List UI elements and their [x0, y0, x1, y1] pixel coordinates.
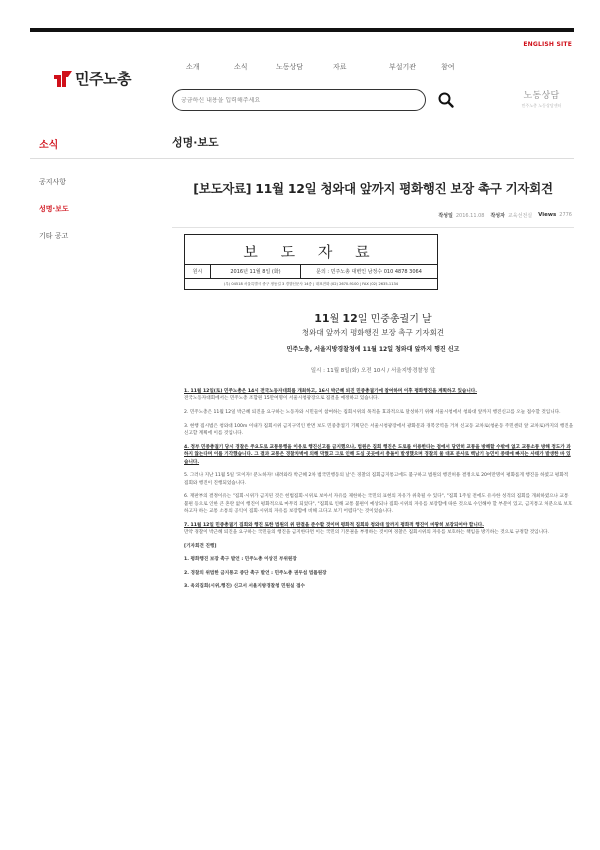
program-item-3: 3. 옥외집회(시위,행진) 신고서 서울지방경찰청 민원실 접수 [184, 583, 305, 589]
meta-divider [172, 227, 574, 228]
press-release-heading: 보 도 자 료 [185, 235, 437, 265]
address-info: (우) 04518 서울특별시 중구 정동길 3 경향신문사 14층 | 대표전화 (02) 2670-9100 | FAX (02) 2635-1134 [223, 282, 399, 286]
nav-item-news[interactable]: 소식 [234, 63, 248, 71]
main-nav [186, 62, 471, 72]
paragraph-2: 2. 민주노총은 11월 12일 박근혜 퇴진을 요구하는 노동자와 시민들이 참여하는 집회시위의 목적을 효과적으로 달성하기 위해 서울시청에서 청와대 앞까지 행진신고를 오늘 접수할 것입니다. [184, 410, 561, 416]
consult-sub: 민주노총 노동상담센터 [521, 103, 562, 108]
program-title: [기자회견 진행] [184, 543, 217, 549]
sent-date: 2016년 11월 8일 (화) [211, 265, 301, 278]
logo[interactable] [54, 68, 131, 89]
sent-label: 원시 [185, 265, 211, 278]
nav-item-affiliates[interactable]: 부설기관 [389, 63, 417, 71]
sidebar-item-other[interactable]: 기타 공고 [39, 232, 69, 240]
headline-subtitle: 민주노총, 서울지방경찰청에 11월 12일 청와대 앞까지 행진 신고 [286, 346, 460, 353]
press-release-box [184, 234, 438, 290]
post-views: Views 2776 [538, 212, 572, 218]
paragraph-5: 5. 그러나 지난 11월 5일 '모이자! 분노하자! 내려와라 박근혜 2차 범국민행동의 날'은 경찰의 집회금지통고에도 불구하고 법원의 행진허용 결정으로 20여만명이 평화롭게 행진을 하였고 평화적 집회와 행진이 진행되었습니다. [184, 473, 569, 486]
nav-item-counsel[interactable]: 노동상담 [276, 63, 304, 71]
logo-text: 민주노총 [75, 70, 131, 88]
headline-when: 일시 : 11월 8일(화) 오전 10시 / 서울지방경찰청 앞 [310, 368, 436, 374]
paragraph-3: 3. 현행 집시법은 청와대 100m 이내가 집회시위 금지구역인 반면 보도 민중총궐기 기획단은 서울시청광장에서 광화문과 경복궁역을 거쳐 신교동 교차로(청운동 주민센터 앞 교차로)까지의 행진을 신고할 계획에 이를 것입니다. [184, 423, 574, 437]
logo-mark-icon [54, 71, 72, 87]
post-date: 작성일 2016.11.08 [438, 213, 485, 219]
consult-label: 노동상담 [523, 91, 560, 101]
sidebar-menu [39, 177, 69, 258]
sidebar-item-notice[interactable]: 공지사항 [39, 178, 67, 186]
post-meta [438, 212, 572, 219]
article-body [184, 388, 574, 596]
search-input[interactable] [181, 97, 411, 104]
post-writer: 작성자 교육선전실 [490, 213, 533, 219]
paragraph-4: 4. 정부 민중총궐기 당시 경찰은 주요도로 교통통행을 이유로 행진신고를 금지했으나, 법원은 집회 행진은 도로를 이용한다는 점에서 당연히 교통을 방해할 수밖에 없고 교통소통 방해 정도가 과하지 않는다며 이를 기각했습니다. 그 결과 교통은 경찰차벽에 의해 막혔고 그로 인해 도심 곳곳에서 충돌이 발생했으며 경찰의 물 대포 분사로 백남기 농민이 중태에 빠지는 사태가 발생한 바 있습니다. [184, 444, 571, 465]
program-item-2: 2. 경찰의 위법한 금지통고 중단 촉구 발언 : 민주노총 권두섭 법률원장 [184, 570, 327, 576]
contact-info: 문의 : 민주노총 대변인 남정수 010 4878 3064 [316, 269, 422, 275]
paragraph-6: 6. 재판부의 결정이유는 "집회·시위가 금지된 것은 헌법집회·시위로 보아서 자유를 제한하는 국민의 표현의 자유가 위축될 수 있다", "집회 1주일 전에도 유사한 성격의 집회를 개최하였으나 교통 불편 등으로 인한 큰 혼란 없이 행진이 평화적으로 마무리 되었다", "집회로 인해 교통 불편이 예상되나 집회·시위의 자유를 보장함에 따른 것으로 수인해야 할 부분이 있고, 금지통고 처분으로 보호하고자 하는 교통 소통의 공익이 집회·시위의 자유를 보장함에 비해 크다고 보기 어렵다"는 것이었습니다. [184, 494, 573, 515]
top-bar [30, 28, 574, 32]
page-title: 성명·보도 [172, 136, 219, 149]
program-item-1: 1. 평화행진 보장 촉구 발언 : 민주노총 이상진 부위원장 [184, 557, 297, 563]
headline-title: 청와대 앞까지 평화행진 보장 촉구 기자회견 [301, 328, 445, 337]
nav-item-data[interactable]: 자료 [333, 63, 347, 71]
post-title: [보도자료] 11월 12일 청와대 앞까지 평화행진 보장 촉구 기자회견 [193, 181, 553, 196]
labor-consult-button[interactable] [519, 88, 564, 109]
search-icon[interactable] [437, 91, 455, 109]
header-divider [30, 158, 574, 159]
sidebar-title: 소식 [39, 140, 59, 151]
headline-date: 11월 12일 민중총궐기 날 [314, 312, 432, 325]
nav-item-about[interactable]: 소개 [186, 63, 200, 71]
sidebar-item-statements[interactable]: 성명·보도 [39, 205, 69, 213]
english-site-link[interactable]: ENGLISH SITE [523, 41, 572, 48]
nav-item-participate[interactable]: 참여 [441, 63, 455, 71]
paragraph-7: 7. 11월 12일 민중총궐기 집회와 행진 또한 법원의 위 판결을 준수할 것이며 평화적 집회와 청와대 앞까지 평화적 행진이 마땅히 보장되어야 합니다. 만약 경찰이 박근혜 퇴진을 요구하는 국민들의 행진을 금지한다면 이는 국민의 기본권을 부정하는 것이며 경찰은 집회시위의 자유를 보호하는 책임을 방기하는 것으로 규정할 것입니다. [184, 522, 549, 536]
search-box [172, 89, 426, 111]
paragraph-1: 1. 11월 12일(토) 민주노총은 14시 전국노동자대회를 개최하고, 16시 박근혜 퇴진 민중총궐기에 참여하며 이후 평화행진을 계획하고 있습니다. 전국노동자대회에서는 민주노총 조합원 15만여명이 서울시청광장으로 집결을 예정하고 있습니다. [184, 389, 477, 402]
press-release-row [185, 265, 437, 279]
